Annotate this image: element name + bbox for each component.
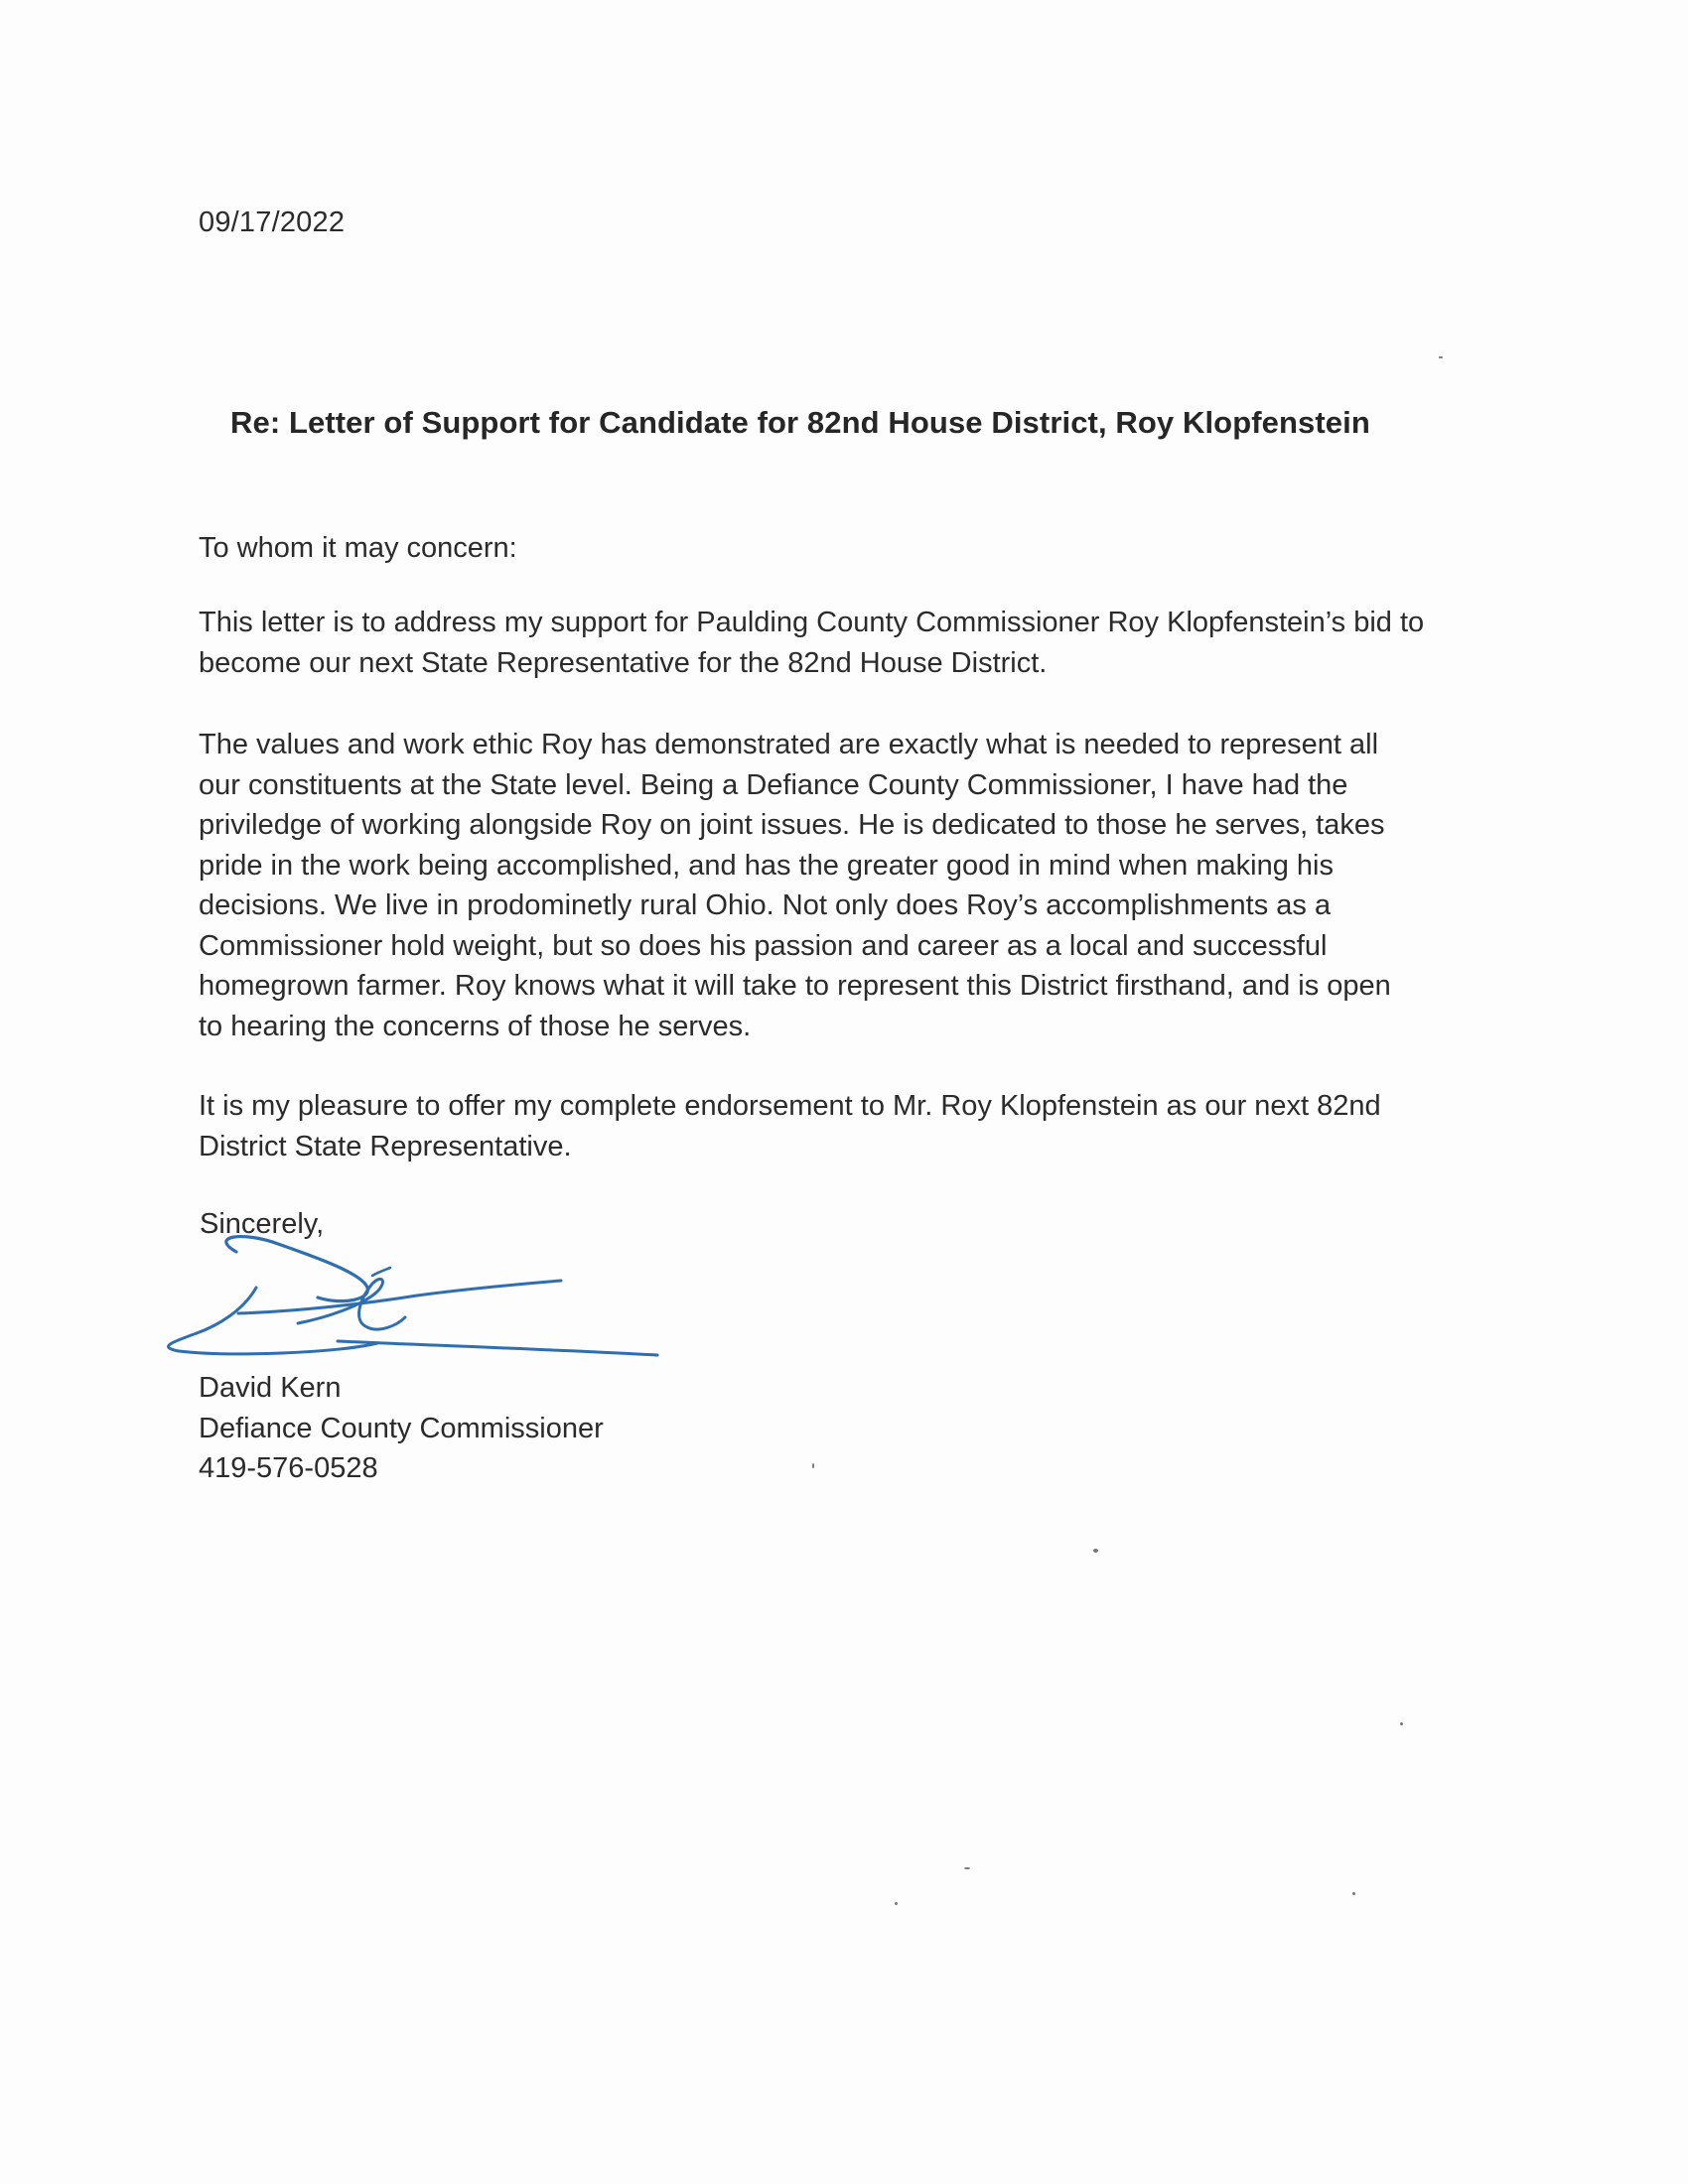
letter-date: 09/17/2022	[199, 206, 346, 238]
paragraph-line: become our next State Representative for the 82nd House District.	[199, 646, 1048, 679]
scan-speck	[1352, 1892, 1355, 1895]
signature-block	[199, 1368, 604, 1489]
paragraph-line: decisions. We live in prodominetly rural Ohio. Not only does Roy’s accomplishments as a	[199, 889, 1332, 921]
paragraph-line: The values and work ethic Roy has demonstrated are exactly what is needed to represent all	[199, 729, 1379, 760]
signer-name: David Kern	[199, 1372, 342, 1404]
scan-speck	[1093, 1549, 1098, 1553]
paragraph-line: District State Representative.	[199, 1130, 572, 1162]
scan-speck	[812, 1463, 814, 1468]
closing: Sincerely,	[200, 1208, 325, 1240]
salutation: To whom it may concern:	[199, 532, 517, 564]
paragraph-line: Commissioner hold weight, but so does his passion and career as a local and successful	[199, 929, 1328, 962]
scan-speck	[895, 1902, 898, 1905]
scan-speck	[964, 1867, 970, 1869]
letter-subject: Re: Letter of Support for Candidate for 82nd House District, Roy Klopfenstein	[230, 405, 1370, 440]
scan-speck	[1439, 356, 1443, 358]
paragraph-line: priviledge of working alongside Roy on joint issues. He is dedicated to those he serves, takes	[199, 809, 1385, 841]
signer-title: Defiance County Commissioner	[199, 1412, 604, 1444]
signer-phone: 419-576-0528	[199, 1452, 378, 1484]
paragraph-support	[199, 603, 1489, 683]
paragraph-line: pride in the work being accomplished, and has the greater good in mind when making his	[199, 849, 1334, 882]
paragraph-line: to hearing the concerns of those he serves.	[199, 1010, 752, 1042]
paragraph-line: It is my pleasure to offer my complete endorsement to Mr. Roy Klopfenstein as our next 82nd	[199, 1090, 1381, 1122]
handwritten-signature	[149, 1226, 665, 1365]
scan-speck	[1400, 1722, 1403, 1725]
paragraph-values	[199, 725, 1489, 1046]
paragraph-line: homegrown farmer. Roy knows what it will take to represent this District firsthand, and is open	[199, 970, 1391, 1002]
paragraph-endorsement	[199, 1086, 1489, 1166]
paragraph-line: our constituents at the State level. Being a Defiance County Commissioner, I have had the	[199, 768, 1348, 801]
paragraph-line: This letter is to address my support for Paulding County Commissioner Roy Klopfenstein’s bid to	[199, 607, 1425, 638]
